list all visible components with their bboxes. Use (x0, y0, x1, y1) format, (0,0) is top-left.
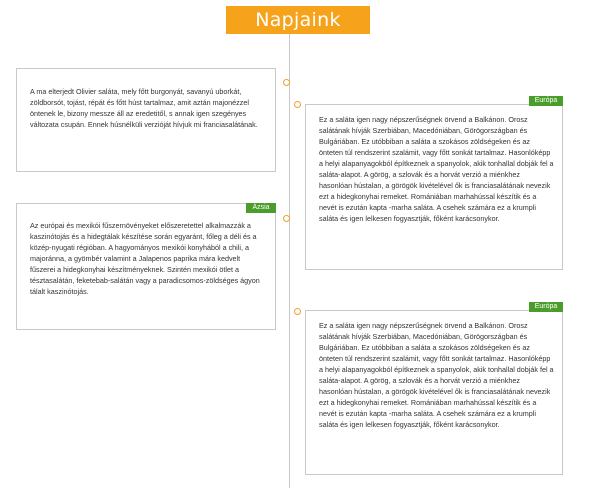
card-text: Az európai és mexikói fűszernövényeket előszeretettel alkalmazzák a kaszinótojás és a hidegtálak készítése során egyaránt, főleg a déli és a közép-nyugati régióban. A hagyományos mexikói konyhából a chili, a majoránna, a gyömbér valamint a Jalapenos paprika mára kedvelt fűszerei a hidegkonyhai készítményeknek. Szintén mexikói ötlet a tésztasalátán, feketebab-salátán vagy a paradicsomos-zöldséges ágyon tálalt kaszinótojás. (30, 221, 260, 296)
region-tag: Európa (529, 96, 563, 106)
card-text: A ma elterjedt Olivier saláta, mely főtt burgonyát, savanyú uborkát, zöldborsót, tojást, répát és főtt húst tartalmaz, amit aztán majonézzel öntenek le, bizony messze áll az eredetitől, s annak igen szegényes változata csupán. Ennek húsnélküli verzióját hívjuk mi franciasalátának. (30, 87, 258, 129)
timeline-card (305, 97, 563, 270)
page-title: Napjaink (226, 6, 370, 34)
timeline-dot (283, 215, 290, 222)
card-text: Ez a saláta igen nagy népszerűségnek örvend a Balkánon. Orosz salátának hívják Szerbiában, Macedóniában, Görögországban és Bulgáriában. Ez utóbbiban a saláta a szokásos zöldségeken és az önteten túl rendszerint szalámit, vagy főtt sonkát tartalmaz. Hasonlóképp a helyi alapanyagokból építkeznek a spanyolok, akik tonhallal dobják fel a saláta-alapot. A görög, a szlovák és a horvát verzió a miénkhez hasonlóan hústalan, a görögök kivételével ők is franciasalátának nevezik ezt a hidegkonyhai remeket. Romániában marhahússal készítik és a nevét is ezután kapta -marha saláta. A csehek számára ez a krumpli saláta és igen lelkesen fogyasztják, főként karácsonykor. (319, 115, 554, 223)
timeline-card (16, 203, 276, 330)
timeline-dot (294, 101, 301, 108)
timeline-dot (283, 79, 290, 86)
region-tag: Európa (529, 302, 563, 312)
region-tag: Ázsia (246, 203, 276, 213)
timeline-line (289, 34, 290, 488)
card-text: Ez a saláta igen nagy népszerűségnek örvend a Balkánon. Orosz salátának hívják Szerbiában, Macedóniában, Görögországban és Bulgáriában. Ez utóbbiban a saláta a szokásos zöldségeken és az önteten túl rendszerint szalámit, vagy főtt sonkát tartalmaz. Hasonlóképp a helyi alapanyagokból építkeznek a spanyolok, akik tonhallal dobják fel a saláta-alapot. A görög, a szlovák és a horvát verzió a miénkhez hasonlóan hústalan, a görögök kivételével ők is franciasalátának nevezik ezt a hidegkonyhai remeket. Romániában marhahússal készítik és a nevét is ezután kapta -marha saláta. A csehek számára ez a krumpli saláta és igen lelkesen fogyasztják, főként karácsonykor. (319, 321, 554, 429)
timeline-card (16, 68, 276, 172)
timeline-dot (294, 308, 301, 315)
timeline-card (305, 303, 563, 475)
